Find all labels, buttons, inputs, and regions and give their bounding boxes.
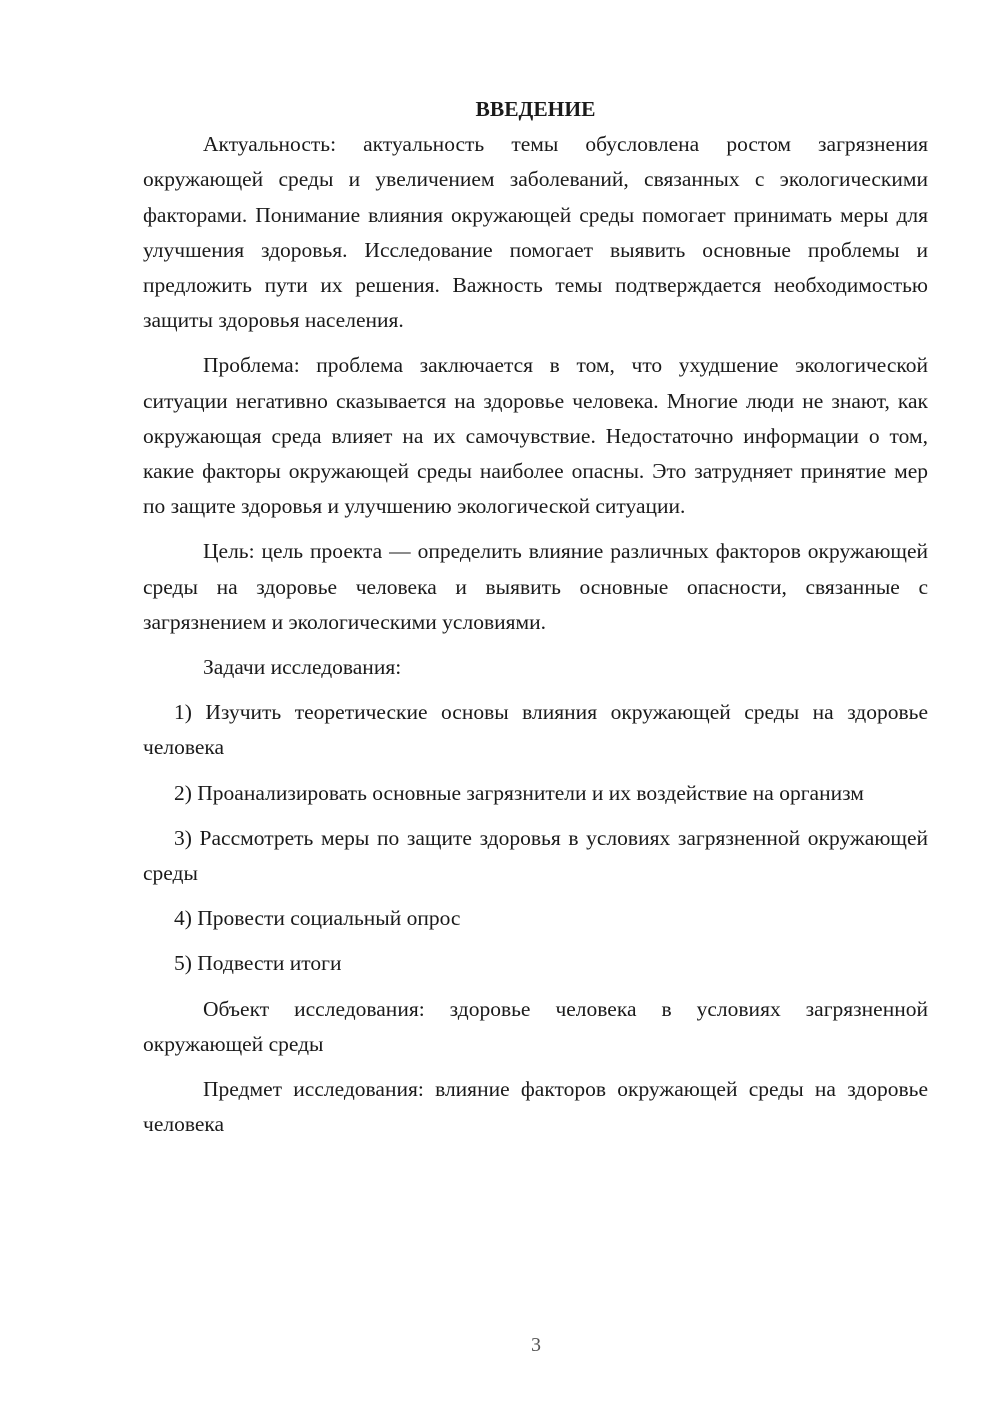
page-title: ВВЕДЕНИЕ	[475, 97, 596, 121]
page-number: 3	[531, 1334, 541, 1356]
task-item-1: 1) Изучить теоретические основы влияния окружающей среды на здоровье человека	[143, 700, 928, 760]
task-item-3: 3) Рассмотреть меры по защите здоровья в условиях загрязненной окружающей среды	[143, 825, 928, 886]
paragraph-subject: Предмет исследования: влияние факторов окружающей среды на здоровье человека	[143, 1077, 928, 1137]
task-item-4: 4) Провести социальный опрос	[174, 906, 461, 931]
paragraph-object: Объект исследования: здоровье человека в условиях загрязненной окружающей среды	[143, 996, 928, 1056]
paragraph-goal: Цель: цель проекта — определить влияние различных факторов окружающей среды на здоровье человека и выявить основные опасности, связанные с загрязнением и экологическими условиями.	[143, 539, 928, 634]
paragraph-problem: Проблема: проблема заключается в том, что ухудшение экологической ситуации негативно сказывается на здоровье человека. Многие люди не знают, как окружающая среда влияет на их самочувствие. Недостаточно информации о том, какие факторы окружающей среды наиболее опасны. Это затрудняет принятие мер по защите здоровья и улучшению экологической ситуации.	[143, 353, 928, 519]
task-item-5: 5) Подвести итоги	[174, 951, 342, 976]
paragraph-relevance: Актуальность: актуальность темы обусловлена ростом загрязнения окружающей среды и увеличением заболеваний, связанных с экологическими факторами. Понимание влияния окружающей среды помогает принимать меры для улучшения здоровья. Исследование помогает выявить основные проблемы и предложить пути их решения. Важность темы подтверждается необходимостью защиты здоровья населения.	[143, 132, 928, 333]
tasks-heading: Задачи исследования:	[203, 655, 402, 680]
task-item-2: 2) Проанализировать основные загрязнители и их воздействие на организм	[174, 780, 864, 805]
page-content	[143, 92, 928, 1152]
